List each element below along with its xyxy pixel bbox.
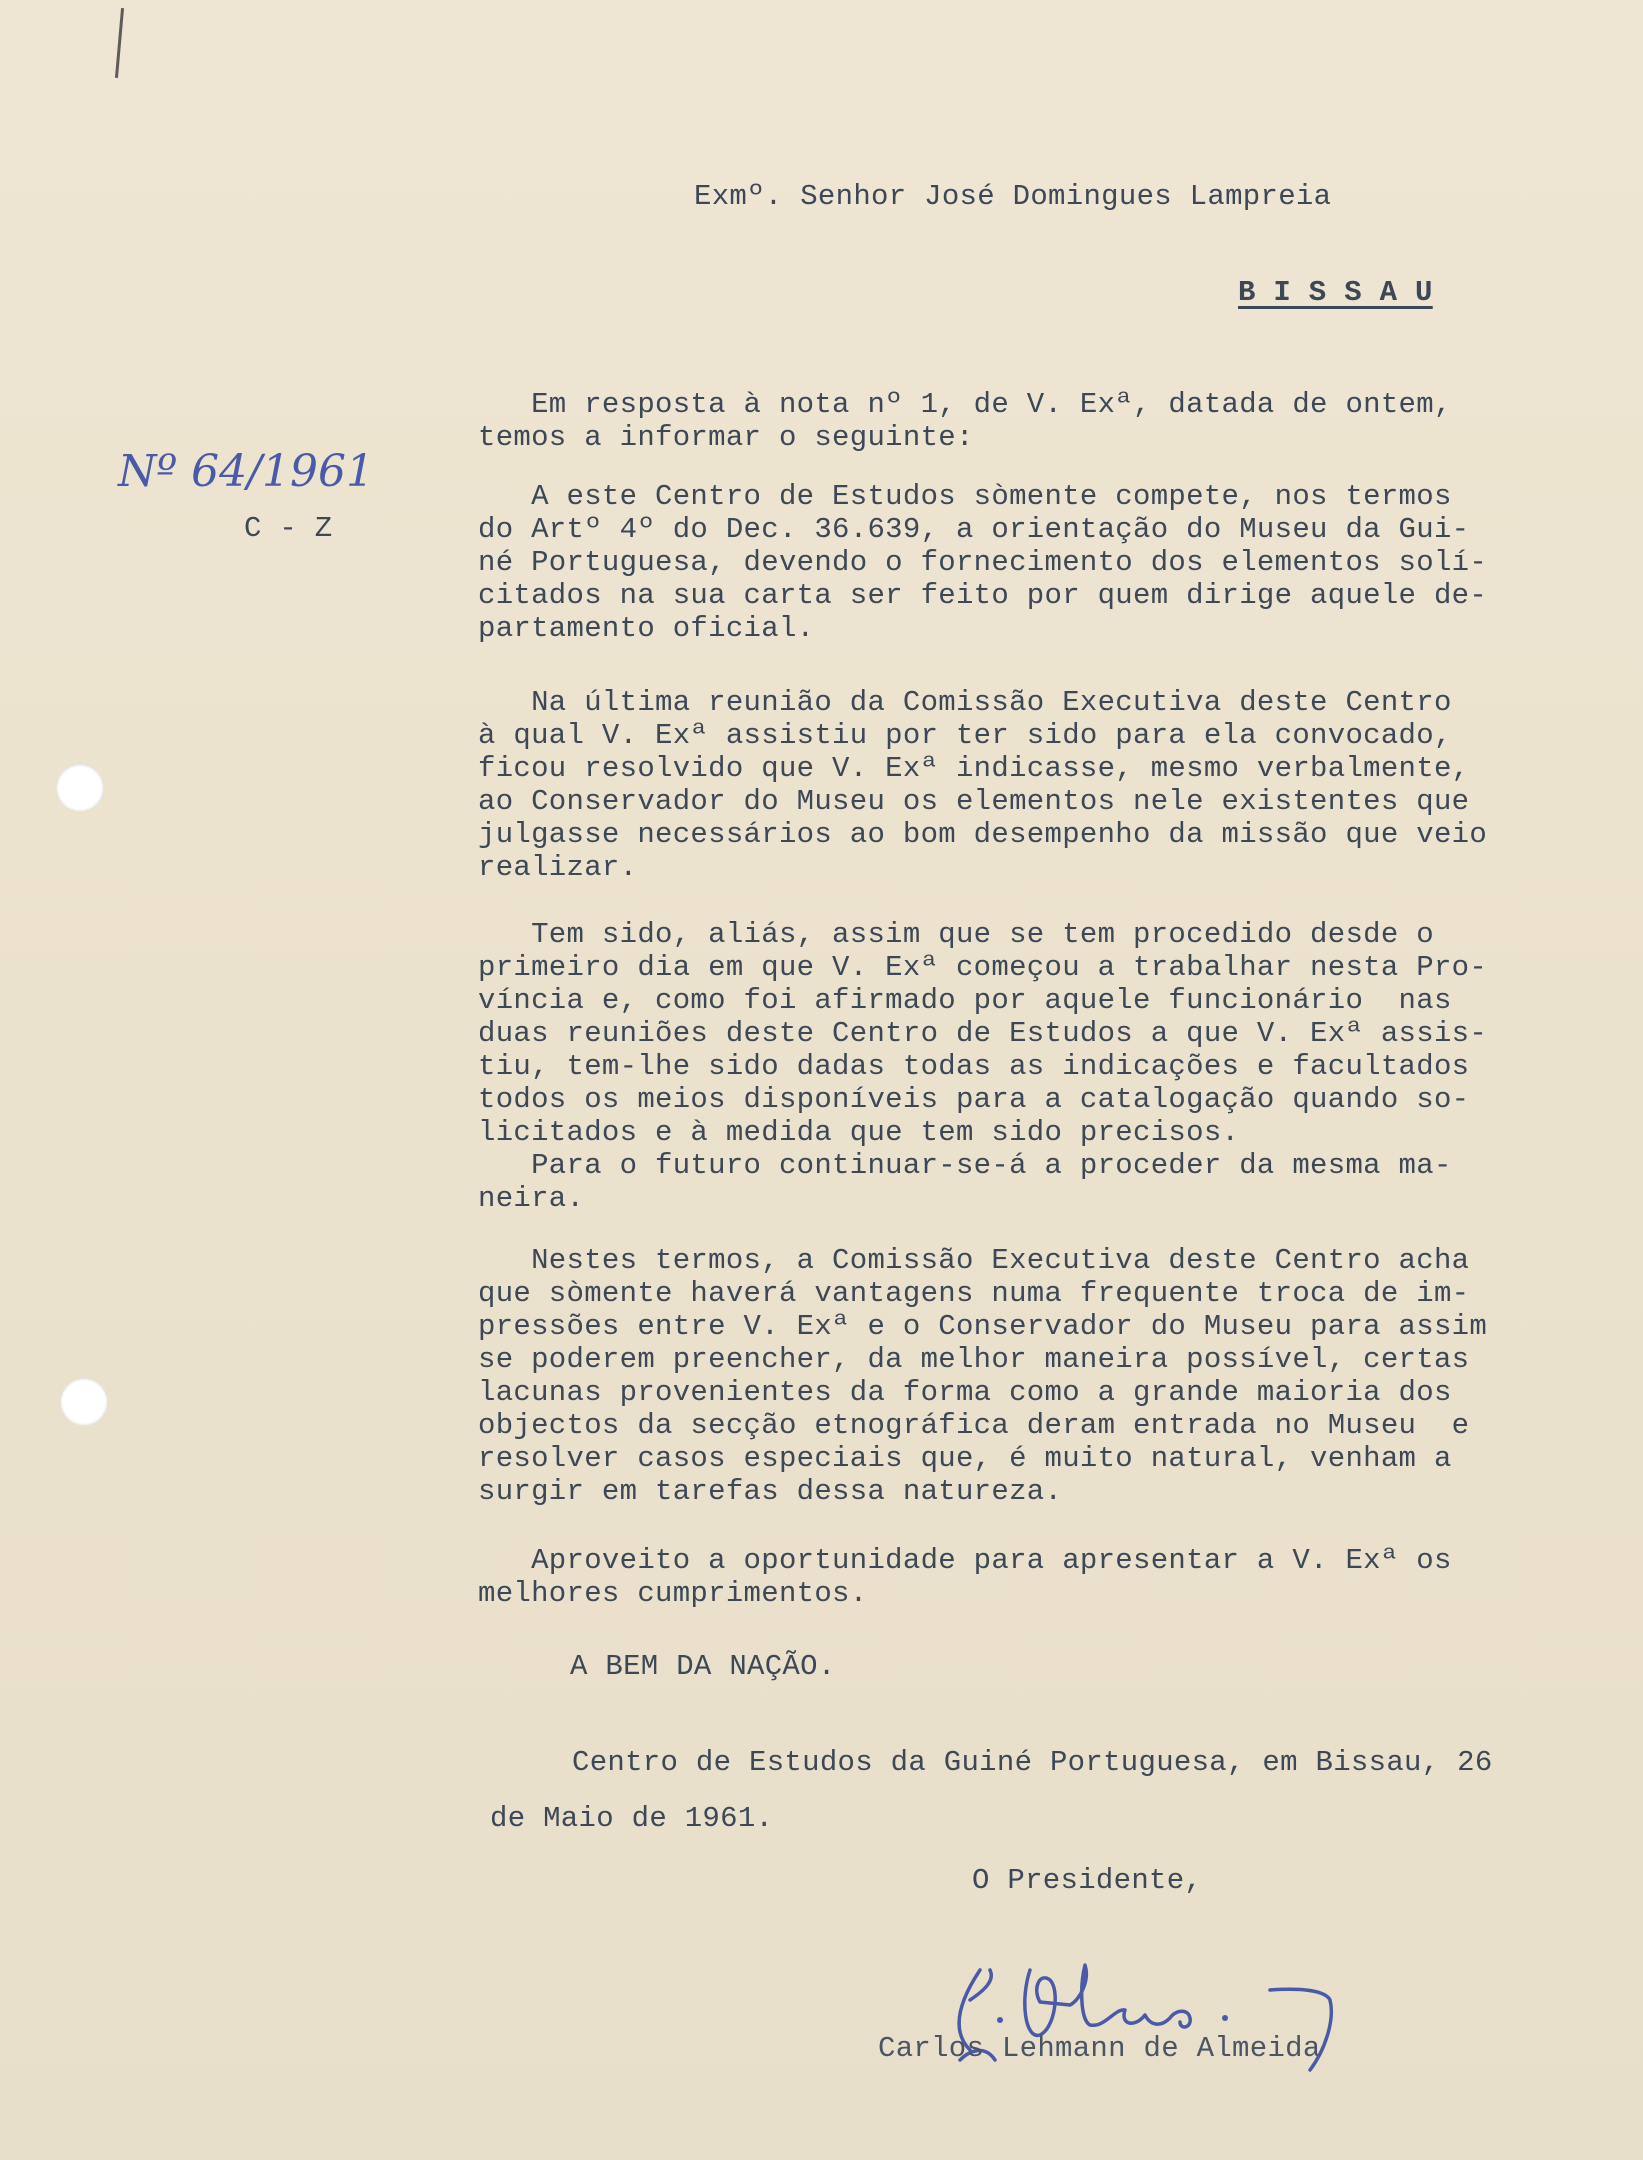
body-line: tiu, tem-lhe sido dadas todas as indicações e facultados [478, 1050, 1470, 1083]
place-date-line-2: de Maio de 1961. [490, 1802, 774, 1835]
body-line: licitados e à medida que tem sido precisos. [478, 1116, 1240, 1149]
paragraph-conclusion [478, 1244, 1608, 1508]
body-line: primeiro dia em que V. Exª começou a trabalhar nesta Pro- [478, 951, 1488, 984]
body-line: que sòmente haverá vantagens numa frequente troca de im- [478, 1277, 1470, 1310]
body-line: pressões entre V. Exª e o Conservador do Museu para assim [478, 1310, 1488, 1343]
body-line: surgir em tarefas dessa natureza. [478, 1475, 1063, 1508]
place-date-line-1: Centro de Estudos da Guiné Portuguesa, em Bissau, 26 [572, 1746, 1493, 1779]
body-line: do Artº 4º do Dec. 36.639, a orientação do Museu da Gui- [478, 513, 1470, 546]
body-line: Na última reunião da Comissão Executiva deste Centro [478, 686, 1452, 719]
body-line: ficou resolvido que V. Exª indicasse, mesmo verbalmente, [478, 752, 1470, 785]
body-line: lacunas provenientes da forma como a grande maioria dos [478, 1376, 1452, 1409]
closing-formula: A BEM DA NAÇÃO. [570, 1650, 836, 1683]
body-line: melhores cumprimentos. [478, 1577, 868, 1610]
body-line: Tem sido, aliás, assim que se tem procedido desde o [478, 918, 1434, 951]
paragraph-meeting [478, 686, 1608, 884]
signer-title: O Presidente, [972, 1864, 1203, 1897]
body-line: A este Centro de Estudos sòmente compete, nos termos [478, 480, 1452, 513]
body-line: partamento oficial. [478, 612, 815, 645]
body-line: né Portuguesa, devendo o fornecimento dos elementos solí- [478, 546, 1488, 579]
body-line: se poderem preencher, da melhor maneira possível, certas [478, 1343, 1470, 1376]
body-line: julgasse necessários ao bom desempenho da missão que veio [478, 818, 1488, 851]
paragraph-procedure [478, 918, 1608, 1215]
body-line: Em resposta à nota nº 1, de V. Exª, datada de ontem, [478, 388, 1452, 421]
body-line: citados na sua carta ser feito por quem dirige aquele de- [478, 579, 1488, 612]
body-line: ao Conservador do Museu os elementos nele existentes que [478, 785, 1470, 818]
body-line: Nestes termos, a Comissão Executiva deste Centro acha [478, 1244, 1470, 1277]
punch-hole-bottom [60, 1378, 108, 1426]
body-line: duas reuniões deste Centro de Estudos a que V. Exª assis- [478, 1017, 1488, 1050]
body-line: à qual V. Exª assistiu por ter sido para ela convocado, [478, 719, 1452, 752]
paragraph-competence [478, 480, 1608, 645]
reference-number: Nº 64/1961 [118, 446, 374, 497]
body-line: Para o futuro continuar-se-á a proceder da mesma ma- [478, 1149, 1452, 1182]
paper-mark [115, 8, 124, 78]
body-line: realizar. [478, 851, 638, 884]
reference-code: C - Z [244, 512, 333, 545]
body-line: todos os meios disponíveis para a catalogação quando so- [478, 1083, 1470, 1116]
body-line: temos a informar o seguinte: [478, 421, 974, 454]
body-line: Aproveito a oportunidade para apresentar a V. Exª os [478, 1544, 1452, 1577]
body-line: resolver casos especiais que, é muito natural, venham a [478, 1442, 1452, 1475]
punch-hole-top [56, 764, 104, 812]
body-line: objectos da secção etnográfica deram entrada no Museu e [478, 1409, 1470, 1442]
addressee: Exmº. Senhor José Domingues Lampreia [694, 180, 1332, 213]
body-line: víncia e, como foi afirmado por aquele funcionário nas [478, 984, 1452, 1017]
addressee-city: B I S S A U [1238, 276, 1433, 309]
signer-name: Carlos Lehmann de Almeida [878, 2032, 1321, 2065]
body-line: neira. [478, 1182, 585, 1215]
paragraph-intro [478, 388, 1608, 454]
paragraph-regards [478, 1544, 1608, 1610]
